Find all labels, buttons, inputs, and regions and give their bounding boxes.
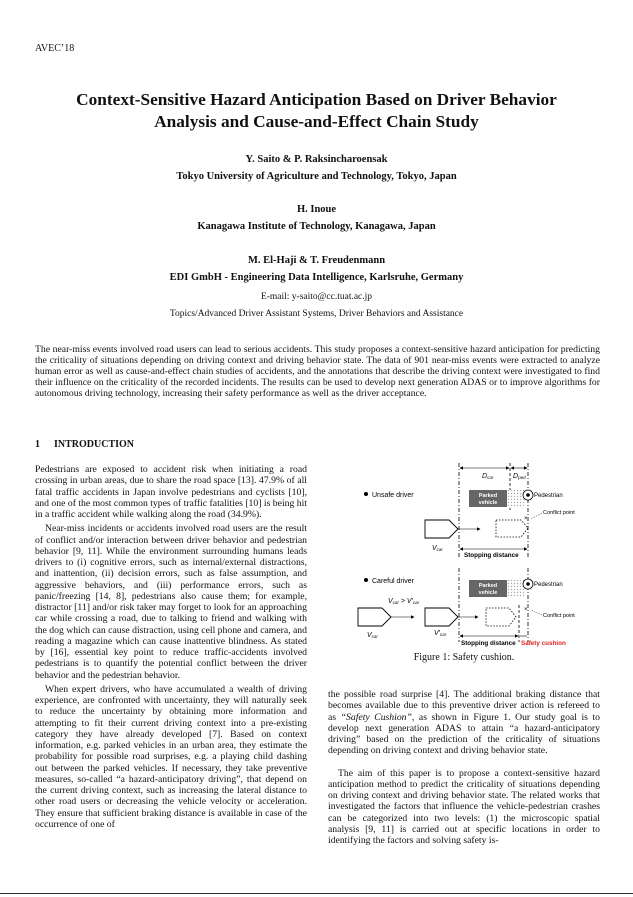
author-block: [0, 151, 633, 185]
v-car-label: Vcar: [367, 632, 378, 639]
author-names: M. El-Haji & T. Freudenmann: [247, 255, 386, 266]
unsafe-driver-label: Unsafe driver: [372, 492, 414, 499]
v-prime-car-label: V′car: [434, 630, 447, 637]
section-heading: [35, 439, 134, 450]
author-affiliation: Kanagawa Institute of Technology, Kanagawa, Japan: [197, 221, 436, 232]
careful-driver-label: Careful driver: [372, 578, 415, 585]
svg-text:Parked: Parked: [478, 493, 498, 499]
figure-safety-cushion: [340, 458, 610, 658]
d-car-label: Dcar: [482, 473, 494, 480]
paragraph: Pedestrians are exposed to accident risk when initiating a road crossing in urban areas, due to share the road space [13]. 47.9% of all fatal traffic accidents in Japan involve pedestrians and cyclists [10], and one of the most common types of traffic fatalities [10] is being hit in a traffic accident while walking along the road (34.9%).: [35, 464, 307, 520]
paragraph: the possible road surprise [4]. The additional braking distance that becomes available due to this preventive driver action is refereed to as “Safety Cushion”, as shown in Figure 1. Our study goal is to develop next generation ADAS to attain “a hazard-anticipatory driving” based on the prediction of the criticality of situations depending on driving context and driving behavior state.: [328, 689, 600, 757]
paragraph: The aim of this paper is to propose a context-sensitive hazard anticipation method to predict the criticality of situations depending on driving context and driving behavior state. The related works that investigated the factors that influence the vehicle-pedestrian crashes can be categorized into two levels: (1) the microscopic spatial analysis [9, 11] is carried out at specific locations in order to identifying the factors and solving safety is-: [328, 767, 600, 846]
figure-caption: Figure 1: Safety cushion.: [413, 652, 515, 663]
pedestrian-label: Pedestrian: [534, 493, 563, 499]
conflict-point-label: Conflict point: [543, 613, 575, 619]
paper-title: [20, 89, 613, 133]
car-icon: [425, 520, 458, 538]
svg-text:×: ×: [524, 516, 528, 522]
stopping-distance-label: Stopping distance: [461, 640, 516, 647]
author-block: [0, 252, 633, 286]
svg-text:×: ×: [524, 607, 528, 613]
bullet-icon: [364, 578, 368, 582]
venue-header: AVEC’18: [35, 43, 75, 54]
abstract: The near-miss events involved road users can lead to serious accidents. This study proposes a context-sensitive hazard anticipation for predicting the criticality of situations depending on driving context and driving behavior state. The data of 901 near-miss events were extracted to analyze human error as well as cause-and-effect chain studies of accidents, and the annotations that describe the driving context were investigated to find their influence on the criticality of the recorded incidents. The results can be used to develop next generation ADAS or to improve algorithms for autonomous driving technology, increasing their safety performance as well as the driver acceptance.: [35, 344, 600, 400]
author-affiliation: Tokyo University of Agriculture and Technology, Tokyo, Japan: [176, 171, 457, 182]
paragraph: Near-miss incidents or accidents involved road users are the result of conflict and/or interaction between driver behavior and pedestrian behavior [9, 11]. While the environment surrounding humans leads drivers to (i) cognitive errors, such as internal/external distractions, and inattention, (ii) decision errors, such as false assumption, and aggressive behaviors, and (iii) performance errors, such as panic/freezing [14, 8], pedestrians also cause them; for example, distractor [11] and/or risk taker may forget to look for an approaching car while crossing a road, due to talking to friend and walking with the dog which can cause distraction, using cell phone and camera, and reading a magazine which can cause inattentive blindness. As stated by [16], essential key point to reduce traffic-accidents involved pedestrians is to quantify the potential conflict between the driver behavior and the pedestrian behavior.: [35, 523, 307, 681]
section-title: INTRODUCTION: [54, 439, 135, 450]
svg-text:Parked: Parked: [478, 583, 498, 589]
author-affiliation: EDI GmbH - Engineering Data Intelligence, Karlsruhe, Germany: [169, 272, 464, 283]
section-number: 1: [35, 439, 40, 450]
author-names: H. Inoue: [296, 204, 337, 215]
v-car-label: Vcar: [432, 545, 443, 552]
conflict-point-label: Conflict point: [543, 510, 575, 516]
topics: Topics/Advanced Driver Assistant Systems, Driver Behaviors and Assistance: [169, 309, 464, 319]
author-names: Y. Saito & P. Raksincharoensak: [245, 154, 388, 165]
author-block: [0, 201, 633, 235]
car-icon: [425, 608, 458, 626]
svg-text:vehicle: vehicle: [478, 590, 498, 596]
left-column: [35, 464, 307, 833]
d-ped-label: Dped: [513, 473, 526, 480]
email: E-mail: y-saito@cc.tuat.ac.jp: [260, 292, 373, 302]
paragraph: When expert drivers, who have accumulated a wealth of driving experience, are confronted with uncertainty, they will naturally seek to reduce the uncertainty by obtaining more information and attempting to fit their current driving context into a pre-existing category they have already developed [7]. Based on context information, e.g. parked vehicles in an urban area, they estimate the probability for possible road surprises, e.g. a playing child dashing out between the parked vehicles. If necessary, they take preventive measures, so-called “a hazard-anticipatory driving”, that depend on the current driving context, such as increasing the lateral distance to other road users or decreasing the vehicle velocity or acceleration. They ensure that sufficient braking distance is available in case of the occurrence of one of: [35, 683, 307, 830]
car-icon: [358, 608, 391, 626]
velocity-relation-label: Vcar > V′car: [388, 598, 420, 605]
right-column: [328, 689, 600, 849]
title-line: Analysis and Cause-and-Effect Chain Study: [154, 112, 479, 131]
svg-text:vehicle: vehicle: [478, 500, 498, 506]
title-line: Context-Sensitive Hazard Anticipation Based on Driver Behavior: [76, 90, 557, 109]
bullet-icon: [364, 492, 368, 496]
pedestrian-label: Pedestrian: [534, 582, 563, 588]
page-bottom-rule: [0, 893, 633, 894]
italic-term: “Safety Cushion”: [340, 711, 412, 723]
safety-cushion-label: Safety cushion: [521, 640, 566, 647]
stopping-distance-label: Stopping distance: [464, 552, 519, 559]
